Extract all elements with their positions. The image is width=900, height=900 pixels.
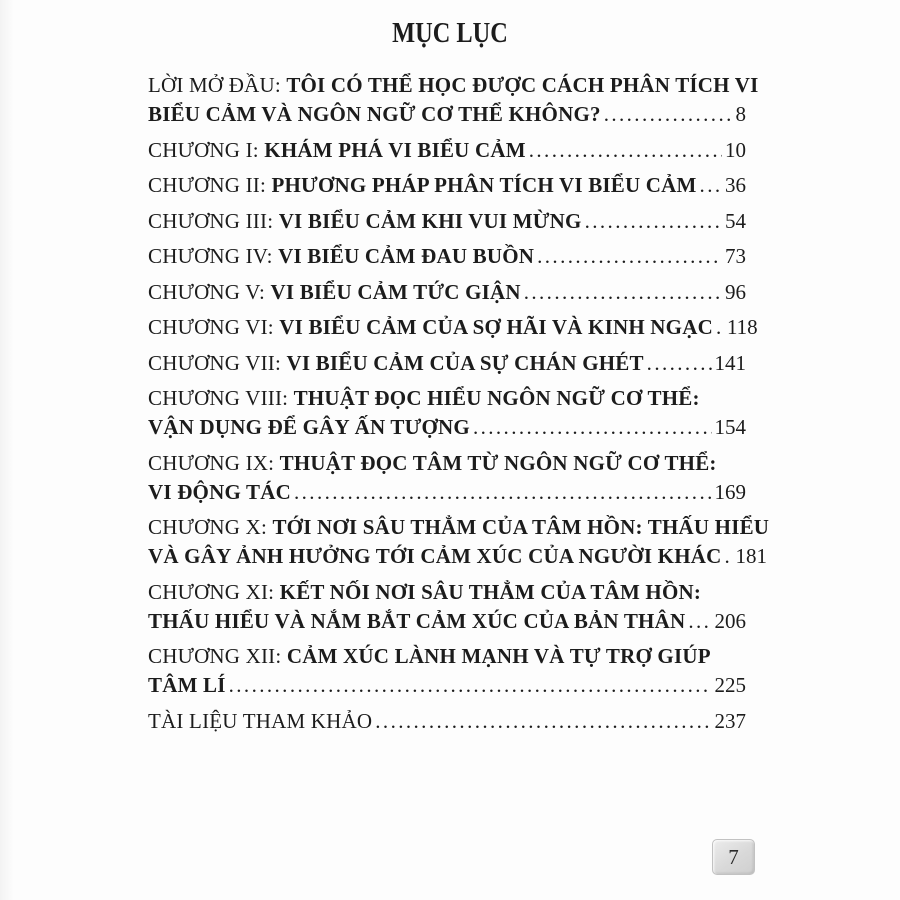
toc-entry-title: BIỂU CẢM VÀ NGÔN NGỮ CƠ THỂ KHÔNG?	[148, 102, 601, 126]
page-number: 7	[728, 844, 739, 869]
toc-entry	[148, 642, 746, 700]
toc-line	[148, 349, 746, 378]
dot-leader	[716, 313, 724, 342]
toc-text	[148, 642, 711, 671]
toc-entry	[148, 313, 758, 342]
toc-entry	[148, 278, 746, 307]
toc-text	[148, 384, 700, 413]
toc-entry-prefix: CHƯƠNG IX:	[148, 450, 280, 475]
page-title: MỤC LỤC	[392, 17, 508, 49]
toc-line	[148, 313, 758, 342]
toc-entry	[148, 207, 746, 236]
toc-entry-title: THUẬT ĐỌC TÂM TỪ NGÔN NGỮ CƠ THỂ:	[279, 450, 717, 475]
toc-entry-prefix: CHƯƠNG XI:	[148, 579, 280, 604]
toc-entry-title: THẤU HIỂU VÀ NẮM BẮT CẢM XÚC CỦA BẢN THÂN	[148, 608, 686, 633]
dot-leader	[604, 100, 733, 129]
toc-text	[148, 171, 697, 200]
toc-entry-page: 141	[714, 350, 746, 375]
toc-line	[148, 384, 746, 413]
toc-entry-title: VI BIỂU CẢM KHI VUI MỪNG	[278, 208, 582, 233]
table-of-contents	[148, 71, 770, 742]
toc-line	[148, 578, 746, 607]
toc-text	[148, 607, 685, 636]
toc-line	[148, 607, 746, 636]
toc-entry-prefix: LỜI MỞ ĐẦU:	[148, 73, 287, 97]
toc-entry	[148, 71, 759, 129]
toc-line	[148, 542, 767, 571]
dot-leader	[229, 671, 712, 700]
toc-entry-title: TÂM LÍ	[148, 673, 226, 697]
toc-entry-title: VI BIỂU CẢM CỦA SỢ HÃI VÀ KINH NGẠC	[279, 315, 713, 339]
dot-leader	[529, 136, 722, 165]
toc-text	[148, 413, 470, 442]
toc-entry-title: CẢM XÚC LÀNH MẠNH VÀ TỰ TRỢ GIÚP	[286, 644, 711, 668]
toc-entry-prefix: CHƯƠNG I:	[148, 137, 265, 162]
toc-entry	[148, 384, 746, 442]
toc-entry-title: KHÁM PHÁ VI BIỂU CẢM	[264, 137, 526, 162]
toc-entry-page: 8	[735, 102, 746, 126]
page-number-badge	[712, 839, 755, 875]
toc-line	[148, 449, 746, 478]
toc-text	[148, 207, 582, 236]
dot-leader	[724, 542, 732, 571]
toc-line	[148, 413, 746, 442]
toc-entry-page: 73	[725, 244, 746, 268]
toc-entry-title: KẾT NỐI NƠI SÂU THẲM CỦA TÂM HỒN:	[279, 579, 702, 604]
toc-entry-page: 237	[714, 708, 746, 733]
toc-text	[148, 478, 291, 507]
toc-entry-title: THUẬT ĐỌC HIỂU NGÔN NGỮ CƠ THỂ:	[293, 386, 700, 410]
toc-line	[148, 642, 746, 671]
toc-line	[148, 671, 746, 700]
toc-entry-prefix: CHƯƠNG XII:	[148, 644, 287, 668]
toc-entry-prefix: CHƯƠNG III:	[148, 208, 279, 233]
dot-leader	[585, 207, 722, 236]
toc-entry-page: 206	[714, 608, 746, 633]
toc-entry-title: PHƯƠNG PHÁP PHÂN TÍCH VI BIỂU CẢM	[271, 173, 697, 197]
toc-entry	[148, 578, 746, 636]
dot-leader	[524, 278, 722, 307]
toc-text	[148, 278, 521, 307]
toc-entry-prefix: CHƯƠNG V:	[148, 279, 271, 304]
toc-entry-page: 54	[725, 208, 746, 233]
toc-entry-prefix: CHƯƠNG IV:	[148, 244, 279, 268]
toc-entry-prefix: CHƯƠNG VII:	[148, 350, 287, 375]
toc-line	[148, 707, 746, 736]
toc-entry	[148, 449, 746, 507]
toc-entry-title: VI BIỂU CẢM TỨC GIẬN	[270, 279, 521, 304]
dot-leader	[473, 413, 712, 442]
toc-entry	[148, 242, 746, 271]
toc-entry	[148, 349, 746, 378]
toc-text	[148, 349, 644, 378]
toc-line	[148, 478, 746, 507]
toc-text	[148, 707, 372, 736]
toc-line	[148, 207, 746, 236]
toc-line	[148, 513, 770, 542]
toc-text	[148, 513, 769, 542]
toc-text	[148, 100, 601, 129]
dot-leader	[375, 707, 711, 736]
toc-entry	[148, 171, 746, 200]
toc-entry-page: 96	[725, 279, 746, 304]
toc-text	[148, 671, 226, 700]
toc-entry	[148, 136, 746, 165]
toc-entry-title: VÀ GÂY ẢNH HƯỞNG TỚI CẢM XÚC CỦA NGƯỜI KHÁC	[148, 544, 722, 568]
toc-text	[148, 578, 701, 607]
toc-entry-page: 36	[725, 173, 746, 197]
toc-entry-prefix: TÀI LIỆU THAM KHẢO	[148, 708, 373, 733]
toc-entry-title: VI BIỂU CẢM CỦA SỰ CHÁN GHÉT	[286, 350, 644, 375]
toc-entry-title: VI ĐỘNG TÁC	[148, 479, 291, 504]
dot-leader	[537, 242, 722, 271]
toc-text	[148, 449, 717, 478]
toc-entry	[148, 707, 746, 736]
toc-line	[148, 100, 746, 129]
toc-text	[148, 71, 759, 100]
toc-entry-prefix: CHƯƠNG VI:	[148, 315, 280, 339]
toc-text	[148, 242, 534, 271]
toc-entry-page: 181	[735, 544, 767, 568]
toc-text	[148, 313, 713, 342]
toc-entry-page: 169	[714, 479, 746, 504]
toc-entry-page: 154	[714, 415, 746, 439]
dot-leader	[700, 171, 722, 200]
toc-entry-page: 10	[725, 137, 746, 162]
toc-text	[148, 136, 526, 165]
toc-entry-prefix: CHƯƠNG X:	[148, 515, 273, 539]
toc-line	[148, 171, 746, 200]
toc-line	[148, 278, 746, 307]
toc-entry-page: 225	[714, 673, 746, 697]
dot-leader	[688, 607, 711, 636]
toc-line	[148, 242, 746, 271]
toc-entry-title: VI BIỂU CẢM ĐAU BUỒN	[278, 244, 535, 268]
toc-entry-prefix: CHƯƠNG VIII:	[148, 386, 294, 410]
toc-entry-title: TỚI NƠI SÂU THẲM CỦA TÂM HỒN: THẤU HIỂU	[272, 515, 770, 539]
toc-entry	[148, 513, 770, 571]
dot-leader	[647, 349, 712, 378]
toc-entry-title: TÔI CÓ THỂ HỌC ĐƯỢC CÁCH PHÂN TÍCH VI	[286, 73, 759, 97]
dot-leader	[294, 478, 712, 507]
toc-text	[148, 542, 721, 571]
toc-line	[148, 71, 759, 100]
toc-entry-prefix: CHƯƠNG II:	[148, 173, 272, 197]
toc-entry-page: 118	[726, 315, 758, 339]
toc-entry-title: VẬN DỤNG ĐỂ GÂY ẤN TƯỢNG	[148, 415, 470, 439]
toc-line	[148, 136, 746, 165]
